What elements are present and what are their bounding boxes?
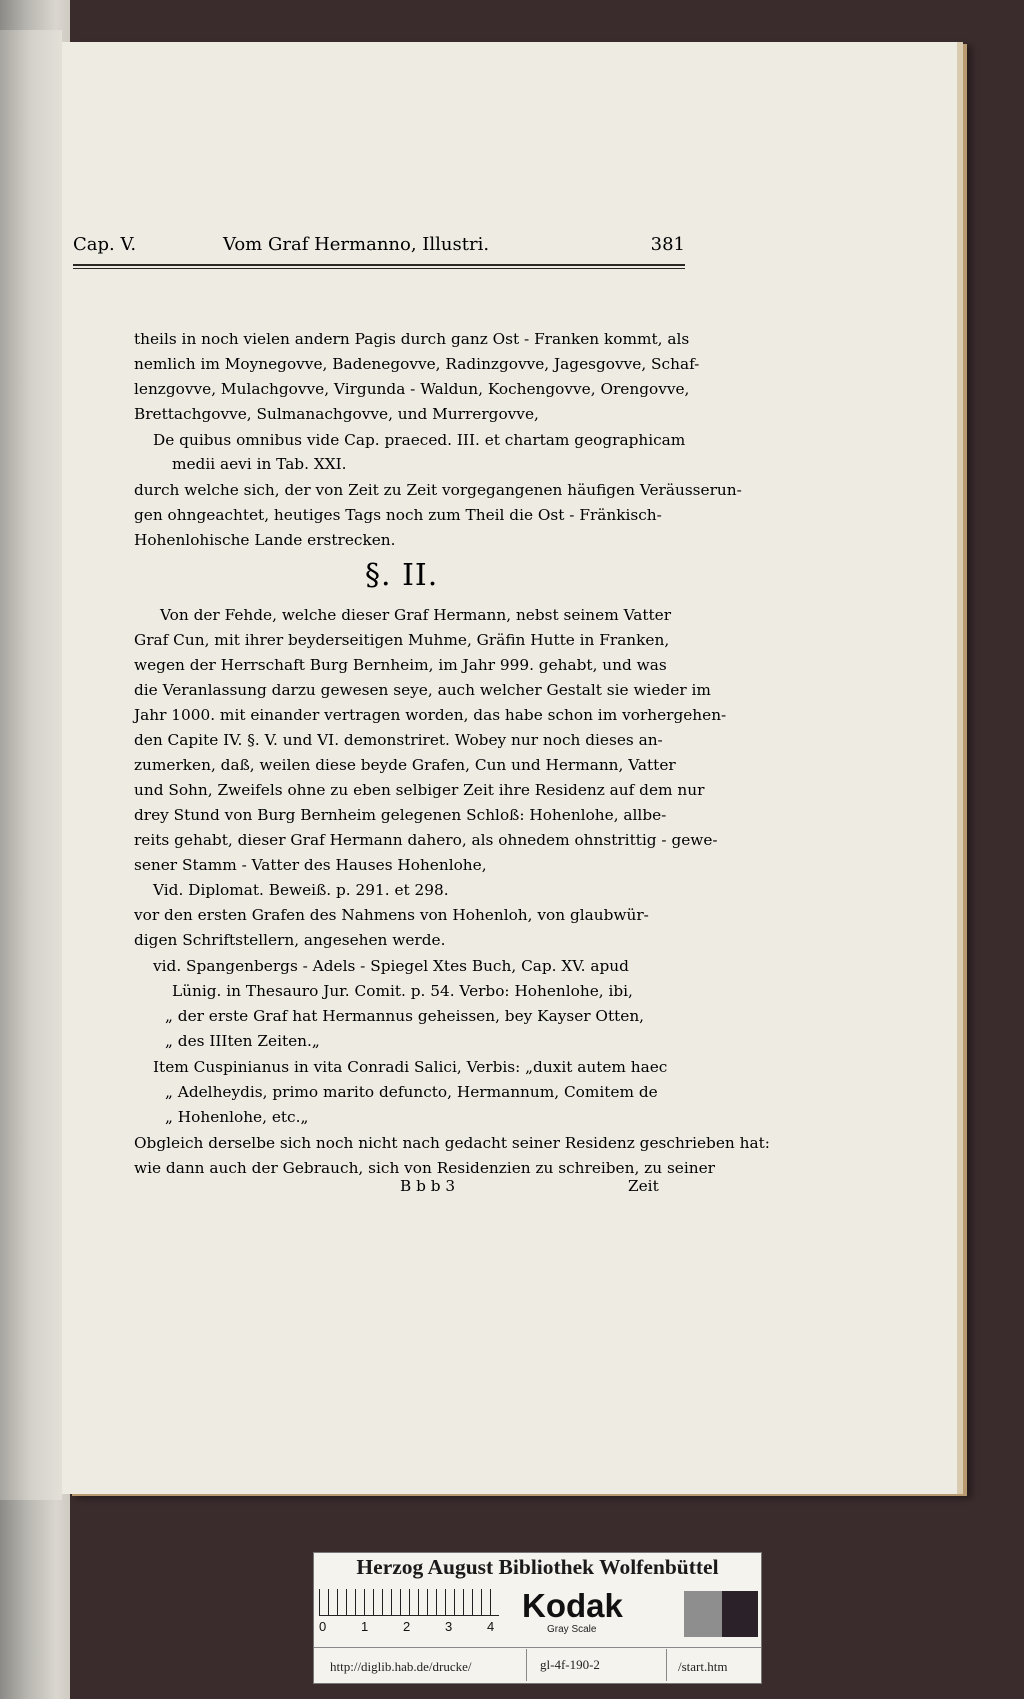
citation-line: Item Cuspinianus in vita Conradi Salici, Verbis: „duxit autem haec: [153, 1058, 668, 1076]
page-number: 381: [650, 234, 685, 255]
citation-line: „ Adelheydis, primo marito defuncto, Hermannum, Comitem de: [165, 1083, 658, 1101]
head-rule-thin: [73, 268, 685, 269]
citation-line: Lünig. in Thesauro Jur. Comit. p. 54. Verbo: Hohenlohe, ibi,: [172, 982, 633, 1000]
color-target: [313, 1552, 762, 1684]
text-line: durch welche sich, der von Zeit zu Zeit vorgegangenen häufigen Veräusserun-: [134, 481, 742, 499]
text-line: lenzgovve, Mulachgovve, Virgunda - Waldun, Kochengovve, Orengovve,: [134, 380, 690, 398]
text-line: theils in noch vielen andern Pagis durch ganz Ost - Franken kommt, als: [134, 330, 690, 348]
text-line: die Veranlassung darzu gewesen seye, auch welcher Gestalt sie wieder im: [134, 681, 711, 699]
running-title: Vom Graf Hermanno, Illustri.: [223, 234, 490, 255]
text-line: Obgleich derselbe sich noch nicht nach gedacht seiner Residenz geschrieben hat:: [134, 1134, 770, 1152]
text-line: digen Schriftstellern, angesehen werde.: [134, 931, 446, 949]
catchword: Zeit: [628, 1177, 659, 1195]
text-line: Von der Fehde, welche dieser Graf Hermann, nebst seinem Vatter: [160, 606, 672, 624]
text-line: vor den ersten Grafen des Nahmens von Hohenloh, von glaubwür-: [134, 906, 649, 924]
citation-line: Vid. Diplomat. Beweiß. p. 291. et 298.: [153, 881, 449, 899]
text-line: Hohenlohische Lande erstrecken.: [134, 531, 396, 549]
citation-line: medii aevi in Tab. XXI.: [172, 455, 347, 473]
ruler-number: 4: [487, 1619, 495, 1634]
ruler-number: 0: [319, 1619, 327, 1634]
text-line: gen ohngeachtet, heutiges Tags noch zum Theil die Ost - Fränkisch-: [134, 506, 662, 524]
running-head: [73, 234, 685, 294]
text-line: nemlich im Moynegovve, Badenegovve, Radinzgovve, Jagesgovve, Schaf-: [134, 355, 700, 373]
text-line: drey Stund von Burg Bernheim gelegenen Schloß: Hohenlohe, allbe-: [134, 806, 667, 824]
citation-line: De quibus omnibus vide Cap. praeced. III. et chartam geographicam: [153, 431, 686, 449]
library-name: Herzog August Bibliothek Wolfenbüttel: [356, 1555, 719, 1579]
chapter-label: Cap. V.: [73, 234, 137, 255]
ruler-ticks: [319, 1589, 499, 1615]
field-separator: [526, 1649, 527, 1681]
field-separator: [666, 1649, 667, 1681]
url-suffix: /start.htm: [678, 1659, 728, 1674]
ruler-number: 2: [403, 1619, 411, 1634]
ruler-baseline: [319, 1615, 499, 1616]
citation-line: „ der erste Graf hat Hermannus geheissen, bey Kayser Otten,: [165, 1007, 645, 1025]
ruler-number: 1: [361, 1619, 369, 1634]
citation-line: vid. Spangenbergs - Adels - Spiegel Xtes Buch, Cap. XV. apud: [153, 957, 629, 975]
scale-ruler: [319, 1589, 499, 1639]
citation-line: „ des IIIten Zeiten.„: [165, 1032, 320, 1050]
text-line: und Sohn, Zweifels ohne zu eben selbiger Zeit ihre Residenz auf dem nur: [134, 781, 705, 799]
gray-patch: [684, 1591, 722, 1637]
ruler-number: 3: [445, 1619, 453, 1634]
text-line: sener Stamm - Vatter des Hauses Hohenlohe,: [134, 856, 487, 874]
section-heading: §. II.: [365, 558, 439, 593]
grayscale-label: Gray Scale: [547, 1624, 597, 1635]
text-line: Graf Cun, mit ihrer beyderseitigen Muhme, Gräfin Hutte in Franken,: [134, 631, 670, 649]
text-line: zumerken, daß, weilen diese beyde Grafen, Cun und Hermann, Vatter: [134, 756, 676, 774]
target-divider: [314, 1647, 761, 1648]
brand-logo: Kodak: [522, 1587, 623, 1624]
text-line: wie dann auch der Gebrauch, sich von Residenzien zu schreiben, zu seiner: [134, 1159, 715, 1177]
facing-page-edge: [0, 30, 62, 1500]
source-url: http://diglib.hab.de/drucke/: [330, 1659, 472, 1674]
text-line: Jahr 1000. mit einander vertragen worden, das habe schon im vorhergehen-: [134, 706, 727, 724]
signature-mark: B b b 3: [400, 1177, 456, 1195]
text-line: wegen der Herrschaft Burg Bernheim, im Jahr 999. gehabt, und was: [134, 656, 667, 674]
dark-patch: [722, 1591, 758, 1637]
head-rule: [73, 264, 685, 266]
text-line: reits gehabt, dieser Graf Hermann dahero, als ohnedem ohnstrittig - gewe-: [134, 831, 718, 849]
text-line: den Capite IV. §. V. und VI. demonstriret. Wobey nur noch dieses an-: [134, 731, 663, 749]
text-line: Brettachgovve, Sulmanachgovve, und Murrergovve,: [134, 405, 539, 423]
shelfmark: gl-4f-190-2: [540, 1657, 600, 1672]
citation-line: „ Hohenlohe, etc.„: [165, 1108, 309, 1126]
